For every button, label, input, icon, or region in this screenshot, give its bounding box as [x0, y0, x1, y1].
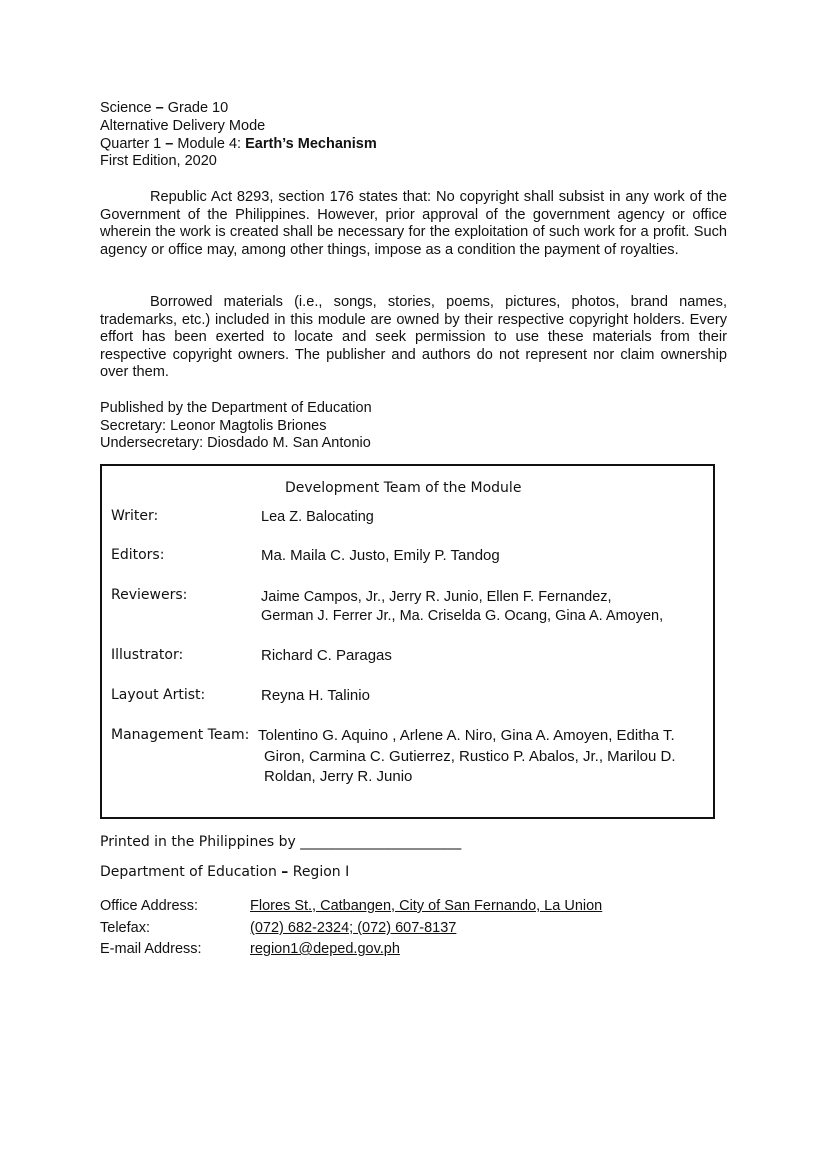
illustrator-label: Illustrator:	[111, 647, 184, 663]
borrowed-text: Borrowed materials (i.e., songs, stories, poems, pictures, photos, brand names, trademarks, etc.) included in this module are owned by their respective copyright holders. Every effort has been exerted to locate and seek permission to use these materials from their respective copyright owners. The publisher and authors do not represent nor claim ownership over them.	[100, 294, 727, 380]
grade-label: Grade 10	[163, 100, 229, 116]
header-line-3	[100, 136, 377, 154]
reviewers-value-2: German J. Ferrer Jr., Ma. Criselda G. Ocang, Gina A. Amoyen,	[261, 608, 664, 624]
editors-value: Ma. Maila C. Justo, Emily P. Tandog	[261, 547, 500, 564]
team-box-title: Development Team of the Module	[285, 480, 522, 496]
secretary-line: Secretary: Leonor Magtolis Briones	[100, 418, 327, 434]
management-team-value-3: Roldan, Jerry R. Junio	[264, 768, 413, 785]
borrowed-materials-paragraph	[100, 294, 727, 382]
department-label: Department of Education	[100, 864, 282, 880]
reviewers-value-1: Jaime Campos, Jr., Jerry R. Junio, Ellen F. Fernandez,	[261, 589, 612, 605]
module-title: Earth’s Mechanism	[245, 136, 377, 152]
office-address-label: Office Address:	[100, 898, 199, 914]
development-team-box	[100, 464, 715, 819]
reviewers-label: Reviewers:	[111, 587, 188, 603]
telefax-label: Telefax:	[100, 920, 150, 936]
copyright-paragraph	[100, 189, 727, 259]
management-team-label: Management Team:	[111, 727, 250, 743]
email-address-label: E-mail Address:	[100, 941, 202, 957]
office-address-link[interactable]: Flores St., Catbangen, City of San Fernando, La Union	[250, 898, 603, 914]
management-team-value-1: Tolentino G. Aquino , Arlene A. Niro, Gina A. Amoyen, Editha T.	[258, 727, 675, 744]
management-team-value-2: Giron, Carmina C. Gutierrez, Rustico P. Abalos, Jr., Marilou D.	[264, 748, 676, 765]
printed-in-line: Printed in the Philippines by _______________________	[100, 834, 462, 850]
writer-value: Lea Z. Balocating	[261, 509, 374, 525]
publisher-line: Published by the Department of Education	[100, 400, 372, 416]
telefax-link[interactable]: (072) 682-2324; (072) 607-8137	[250, 920, 457, 936]
header-line-2: Alternative Delivery Mode	[100, 118, 266, 134]
illustrator-value: Richard C. Paragas	[261, 647, 392, 664]
dash: –	[281, 864, 289, 880]
copyright-text: Republic Act 8293, section 176 states that: No copyright shall subsist in any work of the Government of the Philippines. However, prior approval of the government agency or office wherein the work is created shall be necessary for the exploitation of such work for a profit. Such agency or office may, among other things, impose as a condition the payment of royalties.	[100, 189, 727, 258]
email-address-link[interactable]: region1@deped.gov.ph	[250, 941, 400, 957]
quarter-label: Quarter 1	[100, 136, 166, 152]
subject-label: Science	[100, 100, 156, 116]
undersecretary-line: Undersecretary: Diosdado M. San Antonio	[100, 435, 371, 451]
layout-artist-value: Reyna H. Talinio	[261, 687, 370, 704]
department-region-line	[100, 864, 349, 880]
layout-artist-label: Layout Artist:	[111, 687, 206, 703]
region-label: Region I	[288, 864, 350, 880]
header-line-4: First Edition, 2020	[100, 153, 217, 169]
dash: –	[155, 100, 164, 116]
dash: –	[165, 136, 174, 152]
module-label: Module 4:	[173, 136, 246, 152]
writer-label: Writer:	[111, 508, 159, 524]
editors-label: Editors:	[111, 547, 165, 563]
header-line-1	[100, 100, 228, 118]
